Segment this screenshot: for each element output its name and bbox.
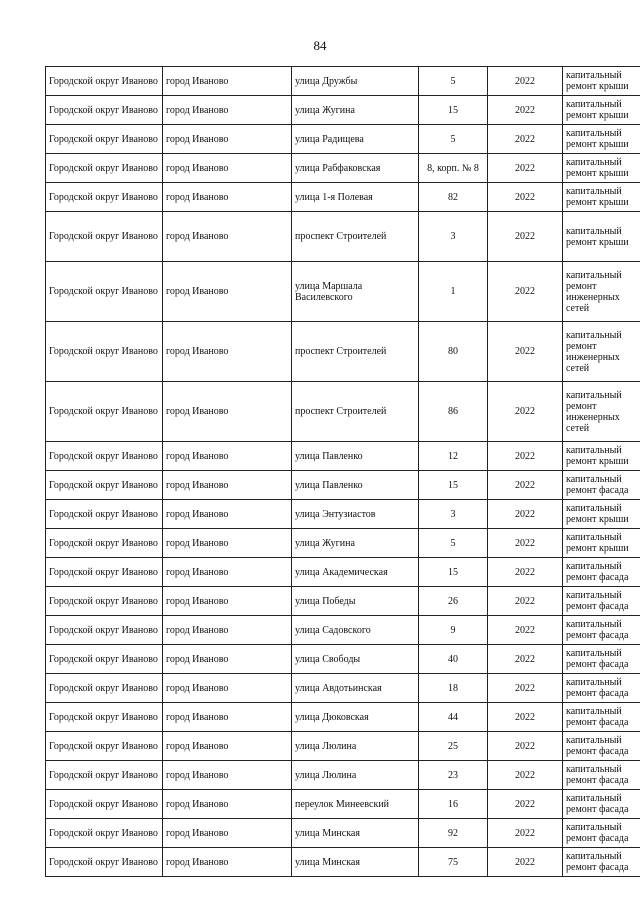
- year-cell: 2022: [488, 154, 563, 183]
- year-cell: 2022: [488, 587, 563, 616]
- city-cell: город Иваново: [163, 529, 292, 558]
- work-type-cell: капитальный ремонт фасада: [563, 761, 640, 790]
- house-cell: 16: [419, 790, 488, 819]
- work-type-cell: капитальный ремонт фасада: [563, 587, 640, 616]
- work-type-cell: капитальный ремонт инженерных сетей: [563, 262, 640, 322]
- work-type-cell: капитальный ремонт фасада: [563, 471, 640, 500]
- street-cell: улица Дюковская: [292, 703, 419, 732]
- year-cell: 2022: [488, 529, 563, 558]
- work-type-cell: капитальный ремонт инженерных сетей: [563, 382, 640, 442]
- district-cell: Городской округ Иваново: [46, 790, 163, 819]
- work-type-cell: капитальный ремонт крыши: [563, 500, 640, 529]
- district-cell: Городской округ Иваново: [46, 848, 163, 877]
- district-cell: Городской округ Иваново: [46, 262, 163, 322]
- district-cell: Городской округ Иваново: [46, 442, 163, 471]
- year-cell: 2022: [488, 183, 563, 212]
- house-cell: 3: [419, 500, 488, 529]
- district-cell: Городской округ Иваново: [46, 674, 163, 703]
- table-row: [46, 471, 640, 500]
- table-row: [46, 558, 640, 587]
- year-cell: 2022: [488, 732, 563, 761]
- year-cell: 2022: [488, 703, 563, 732]
- work-type-cell: капитальный ремонт крыши: [563, 442, 640, 471]
- city-cell: город Иваново: [163, 848, 292, 877]
- house-cell: 26: [419, 587, 488, 616]
- district-cell: Городской округ Иваново: [46, 382, 163, 442]
- year-cell: 2022: [488, 645, 563, 674]
- table-row: [46, 529, 640, 558]
- city-cell: город Иваново: [163, 442, 292, 471]
- year-cell: 2022: [488, 382, 563, 442]
- work-type-cell: капитальный ремонт фасада: [563, 819, 640, 848]
- year-cell: 2022: [488, 442, 563, 471]
- city-cell: город Иваново: [163, 616, 292, 645]
- house-cell: 5: [419, 67, 488, 96]
- table-row: [46, 732, 640, 761]
- street-cell: улица Рабфаковская: [292, 154, 419, 183]
- year-cell: 2022: [488, 674, 563, 703]
- year-cell: 2022: [488, 262, 563, 322]
- table-row: [46, 125, 640, 154]
- house-cell: 44: [419, 703, 488, 732]
- table-row: [46, 819, 640, 848]
- work-type-cell: капитальный ремонт фасада: [563, 616, 640, 645]
- table-row: [46, 674, 640, 703]
- table-row: [46, 212, 640, 262]
- street-cell: улица Минская: [292, 848, 419, 877]
- district-cell: Городской округ Иваново: [46, 703, 163, 732]
- district-cell: Городской округ Иваново: [46, 529, 163, 558]
- city-cell: город Иваново: [163, 212, 292, 262]
- table-row: [46, 96, 640, 125]
- city-cell: город Иваново: [163, 732, 292, 761]
- table-row: [46, 442, 640, 471]
- house-cell: 12: [419, 442, 488, 471]
- street-cell: улица Маршала Василевского: [292, 262, 419, 322]
- year-cell: 2022: [488, 212, 563, 262]
- table-row: [46, 382, 640, 442]
- street-cell: улица Авдотьинская: [292, 674, 419, 703]
- page-number: 84: [313, 38, 327, 53]
- work-type-cell: капитальный ремонт фасада: [563, 732, 640, 761]
- street-cell: переулок Минеевский: [292, 790, 419, 819]
- street-cell: улица 1-я Полевая: [292, 183, 419, 212]
- city-cell: город Иваново: [163, 674, 292, 703]
- table-row: [46, 183, 640, 212]
- table-row: [46, 262, 640, 322]
- house-cell: 40: [419, 645, 488, 674]
- work-type-cell: капитальный ремонт крыши: [563, 67, 640, 96]
- table-row: [46, 322, 640, 382]
- city-cell: город Иваново: [163, 558, 292, 587]
- table-row: [46, 645, 640, 674]
- city-cell: город Иваново: [163, 645, 292, 674]
- district-cell: Городской округ Иваново: [46, 616, 163, 645]
- city-cell: город Иваново: [163, 500, 292, 529]
- city-cell: город Иваново: [163, 125, 292, 154]
- work-type-cell: капитальный ремонт фасада: [563, 558, 640, 587]
- district-cell: Городской округ Иваново: [46, 761, 163, 790]
- district-cell: Городской округ Иваново: [46, 125, 163, 154]
- street-cell: улица Жугина: [292, 96, 419, 125]
- street-cell: улица Жугина: [292, 529, 419, 558]
- table-row: [46, 848, 640, 877]
- district-cell: Городской округ Иваново: [46, 645, 163, 674]
- district-cell: Городской округ Иваново: [46, 96, 163, 125]
- street-cell: улица Энтузиастов: [292, 500, 419, 529]
- year-cell: 2022: [488, 471, 563, 500]
- work-type-cell: капитальный ремонт крыши: [563, 96, 640, 125]
- city-cell: город Иваново: [163, 471, 292, 500]
- house-cell: 5: [419, 529, 488, 558]
- repair-register-table: [45, 66, 640, 877]
- year-cell: 2022: [488, 790, 563, 819]
- city-cell: город Иваново: [163, 819, 292, 848]
- table-row: [46, 790, 640, 819]
- house-cell: 18: [419, 674, 488, 703]
- work-type-cell: капитальный ремонт фасада: [563, 790, 640, 819]
- year-cell: 2022: [488, 819, 563, 848]
- house-cell: 80: [419, 322, 488, 382]
- year-cell: 2022: [488, 500, 563, 529]
- year-cell: 2022: [488, 67, 563, 96]
- street-cell: улица Дружбы: [292, 67, 419, 96]
- street-cell: улица Люлина: [292, 761, 419, 790]
- street-cell: улица Минская: [292, 819, 419, 848]
- district-cell: Городской округ Иваново: [46, 819, 163, 848]
- street-cell: улица Павленко: [292, 442, 419, 471]
- house-cell: 15: [419, 471, 488, 500]
- table-row: [46, 154, 640, 183]
- district-cell: Городской округ Иваново: [46, 558, 163, 587]
- street-cell: проспект Строителей: [292, 322, 419, 382]
- district-cell: Городской округ Иваново: [46, 67, 163, 96]
- city-cell: город Иваново: [163, 790, 292, 819]
- city-cell: город Иваново: [163, 382, 292, 442]
- work-type-cell: капитальный ремонт крыши: [563, 154, 640, 183]
- work-type-cell: капитальный ремонт фасада: [563, 645, 640, 674]
- house-cell: 1: [419, 262, 488, 322]
- house-cell: 9: [419, 616, 488, 645]
- city-cell: город Иваново: [163, 262, 292, 322]
- table-row: [46, 67, 640, 96]
- city-cell: город Иваново: [163, 587, 292, 616]
- year-cell: 2022: [488, 558, 563, 587]
- year-cell: 2022: [488, 848, 563, 877]
- work-type-cell: капитальный ремонт крыши: [563, 529, 640, 558]
- year-cell: 2022: [488, 761, 563, 790]
- year-cell: 2022: [488, 96, 563, 125]
- district-cell: Городской округ Иваново: [46, 154, 163, 183]
- work-type-cell: капитальный ремонт крыши: [563, 125, 640, 154]
- house-cell: 75: [419, 848, 488, 877]
- house-cell: 92: [419, 819, 488, 848]
- table-row: [46, 761, 640, 790]
- district-cell: Городской округ Иваново: [46, 322, 163, 382]
- house-cell: 25: [419, 732, 488, 761]
- district-cell: Городской округ Иваново: [46, 212, 163, 262]
- table-row: [46, 703, 640, 732]
- city-cell: город Иваново: [163, 183, 292, 212]
- street-cell: улица Павленко: [292, 471, 419, 500]
- table-row: [46, 500, 640, 529]
- district-cell: Городской округ Иваново: [46, 500, 163, 529]
- work-type-cell: капитальный ремонт крыши: [563, 212, 640, 262]
- city-cell: город Иваново: [163, 761, 292, 790]
- district-cell: Городской округ Иваново: [46, 732, 163, 761]
- street-cell: улица Свободы: [292, 645, 419, 674]
- city-cell: город Иваново: [163, 96, 292, 125]
- street-cell: улица Радищева: [292, 125, 419, 154]
- house-cell: 5: [419, 125, 488, 154]
- work-type-cell: капитальный ремонт крыши: [563, 183, 640, 212]
- district-cell: Городской округ Иваново: [46, 183, 163, 212]
- house-cell: 86: [419, 382, 488, 442]
- street-cell: проспект Строителей: [292, 382, 419, 442]
- work-type-cell: капитальный ремонт фасада: [563, 848, 640, 877]
- city-cell: город Иваново: [163, 67, 292, 96]
- street-cell: улица Победы: [292, 587, 419, 616]
- street-cell: проспект Строителей: [292, 212, 419, 262]
- city-cell: город Иваново: [163, 322, 292, 382]
- city-cell: город Иваново: [163, 154, 292, 183]
- work-type-cell: капитальный ремонт фасада: [563, 674, 640, 703]
- house-cell: 15: [419, 96, 488, 125]
- year-cell: 2022: [488, 616, 563, 645]
- street-cell: улица Академическая: [292, 558, 419, 587]
- house-cell: 3: [419, 212, 488, 262]
- city-cell: город Иваново: [163, 703, 292, 732]
- street-cell: улица Садовского: [292, 616, 419, 645]
- work-type-cell: капитальный ремонт инженерных сетей: [563, 322, 640, 382]
- district-cell: Городской округ Иваново: [46, 471, 163, 500]
- table-row: [46, 616, 640, 645]
- year-cell: 2022: [488, 125, 563, 154]
- house-cell: 82: [419, 183, 488, 212]
- table-row: [46, 587, 640, 616]
- house-cell: 23: [419, 761, 488, 790]
- district-cell: Городской округ Иваново: [46, 587, 163, 616]
- house-cell: 8, корп. № 8: [419, 154, 488, 183]
- year-cell: 2022: [488, 322, 563, 382]
- street-cell: улица Люлина: [292, 732, 419, 761]
- work-type-cell: капитальный ремонт фасада: [563, 703, 640, 732]
- house-cell: 15: [419, 558, 488, 587]
